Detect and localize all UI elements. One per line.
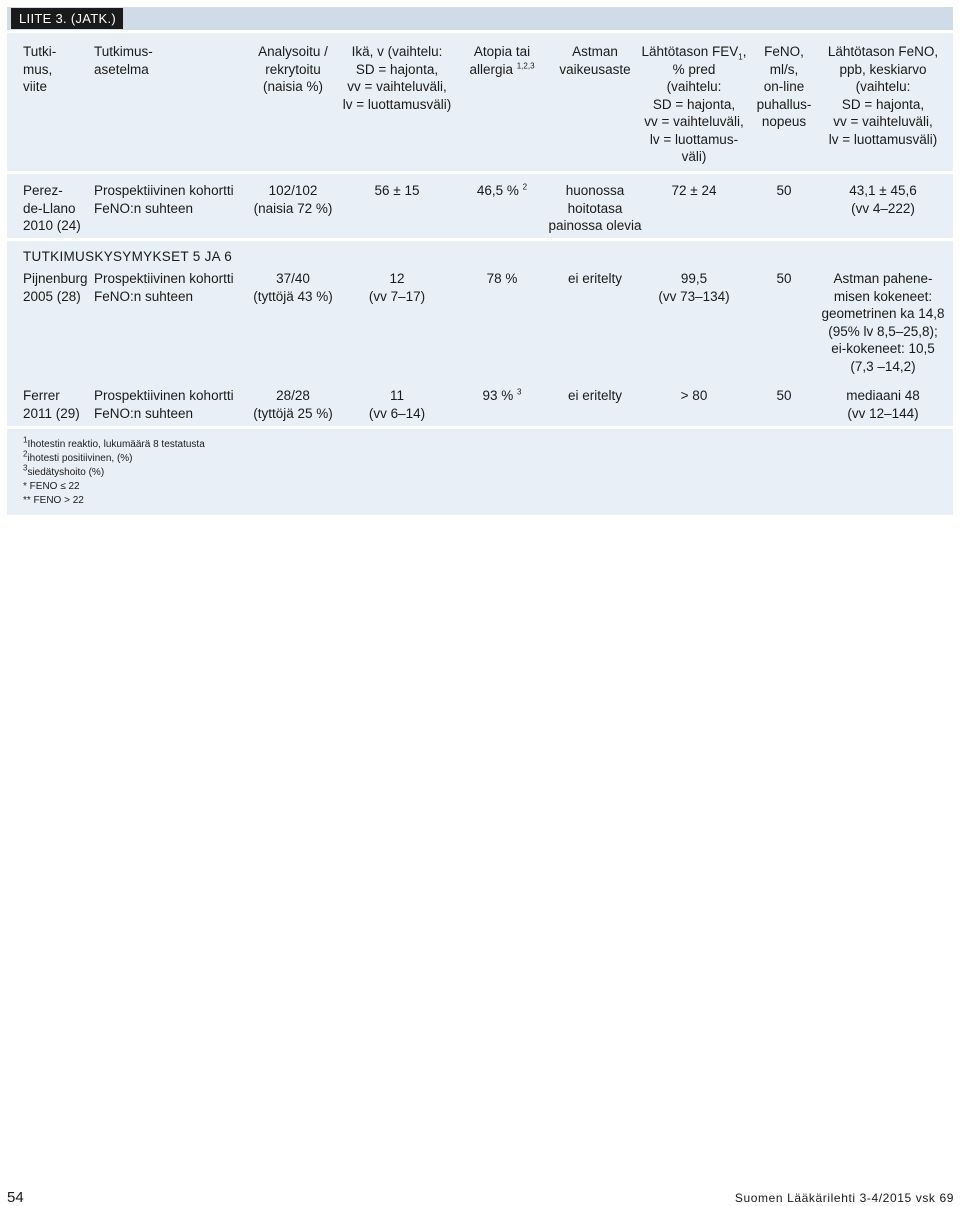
header-analyzed: Analysoitu / rekrytoitu (naisia %) [258, 44, 328, 94]
header-severity: Astman vaikeusaste [559, 44, 631, 77]
cell-atopy [462, 270, 542, 288]
cell-design: Prospektiivinen kohortti FeNO:n suhteen [94, 388, 234, 421]
cell-study: Ferrer 2011 (29) [23, 388, 80, 421]
footnote [23, 463, 105, 479]
header-fev [636, 43, 752, 166]
cell-atopy-sup: 3 [517, 387, 522, 397]
cell-atopy-value: 93 % [482, 388, 514, 403]
cell-analyzed: 37/40 (tyttöjä 43 %) [253, 271, 333, 304]
cell-atopy [462, 182, 542, 200]
cell-feno-flow: 50 [776, 183, 792, 198]
header-atopy-text: allergia [469, 61, 517, 77]
header-fev-line1 [636, 43, 752, 61]
cell-feno-flow: 50 [776, 388, 792, 403]
cell-atopy-sup: 2 [522, 182, 528, 192]
header-atopy-sup: 1,2,3 [516, 61, 535, 70]
footnote-text: Ihotestin reaktio, lukumäärä 8 testatusta [27, 439, 205, 450]
cell-design: Prospektiivinen kohortti FeNO:n suhteen [94, 271, 234, 304]
header-fev-sub: 1 [738, 52, 743, 62]
header-fev-post: , [742, 44, 747, 59]
cell-feno: mediaani 48 (vv 12–144) [846, 388, 920, 421]
header-age: Ikä, v (vaihtelu: SD = hajonta, vv = vaihteluväli, lv = luottamusväli) [342, 44, 452, 112]
cell-analyzed: 102/102 (naisia 72 %) [253, 183, 333, 216]
footnote [23, 494, 84, 507]
cell-analyzed: 28/28 (tyttöjä 25 %) [253, 388, 333, 421]
footnote-text: ** FENO > 22 [23, 495, 84, 506]
cell-study: Perez- de-Llano 2010 (24) [23, 183, 81, 233]
cell-age: 12 (vv 7–17) [368, 271, 426, 304]
header-study: Tutki- mus, viite [23, 44, 57, 94]
cell-fev: 72 ± 24 [671, 183, 717, 198]
header-design: Tutkimus- asetelma [94, 44, 153, 77]
footnote-text: siedätyshoito (%) [27, 467, 105, 478]
cell-atopy [462, 387, 542, 405]
cell-severity: huonossa hoitotasa painossa olevia [548, 183, 642, 233]
footnote-sup: 3 [23, 463, 28, 473]
footnote [23, 449, 133, 465]
cell-study: Pijnenburg 2005 (28) [23, 271, 88, 304]
section-title: TUTKIMUSKYSYMYKSET 5 JA 6 [23, 249, 233, 264]
header-atopy-line1: Atopia tai [473, 44, 531, 59]
header-feno-flow: FeNO, ml/s, on-line puhallus- nopeus [756, 44, 812, 129]
header-fev-text: Lähtötason FEV [641, 44, 739, 59]
header-atopy [462, 43, 542, 78]
cell-feno: Astman pahene- misen kokeneet: geometrinen ka 14,8 (95% lv 8,5–25,8); ei-kokeneet: 10,5 (7,3 –14,2) [821, 271, 945, 374]
cell-severity: ei eritelty [567, 271, 623, 286]
cell-design: Prospektiivinen kohortti FeNO:n suhteen [94, 183, 234, 216]
cell-fev: 99,5 (vv 73–134) [658, 271, 730, 304]
cell-fev: > 80 [680, 388, 708, 403]
footnote-text: ihotesti positiivinen, (%) [27, 453, 133, 464]
footnote-sup: 1 [23, 435, 28, 445]
header-atopy-line2 [462, 61, 542, 79]
footnote [23, 435, 205, 451]
cell-age: 11 (vv 6–14) [368, 388, 426, 421]
cell-atopy-value: 78 % [486, 271, 518, 286]
footnote-sup: 2 [23, 449, 28, 459]
header-feno: Lähtötason FeNO, ppb, keskiarvo (vaihtelu: SD = hajonta, vv = vaihteluväli, lv = luottamusväli) [827, 44, 939, 147]
footnote-text: * FENO ≤ 22 [23, 481, 80, 492]
magazine-credit: Suomen Lääkärilehti 3-4/2015 vsk 69 [734, 1191, 954, 1205]
cell-age: 56 ± 15 [374, 183, 420, 198]
cell-severity: ei eritelty [567, 388, 623, 403]
footnote [23, 480, 80, 493]
cell-feno: 43,1 ± 45,6 (vv 4–222) [849, 183, 917, 216]
cell-feno-flow: 50 [776, 271, 792, 286]
header-band [7, 7, 953, 30]
appendix-tag: LIITE 3. (JATK.) [11, 8, 123, 29]
cell-atopy-value: 46,5 % [476, 183, 519, 198]
page-number: 54 [7, 1189, 24, 1206]
header-fev-rest: % pred (vaihtelu: SD = hajonta, vv = vaihteluväli, lv = luottamus- väli) [644, 61, 744, 164]
